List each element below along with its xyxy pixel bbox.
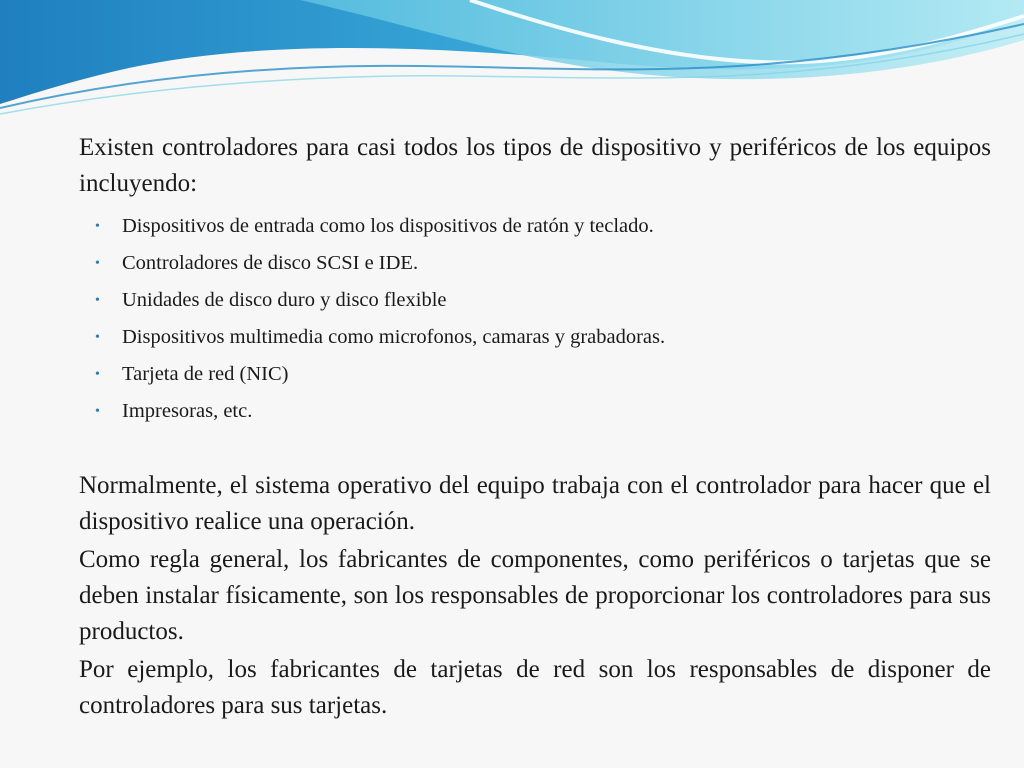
bullet-icon: •	[95, 219, 100, 234]
slide-content	[79, 130, 991, 726]
bullet-icon: •	[95, 367, 100, 382]
device-list	[93, 208, 991, 430]
bullet-icon: •	[95, 293, 100, 308]
bullet-icon: •	[95, 256, 100, 271]
list-item: • Dispositivos de entrada como los dispositivos de ratón y teclado.	[93, 208, 991, 245]
body-paragraph: Normalmente, el sistema operativo del equipo trabaja con el controlador para hacer que el dispositivo realice una operación.	[79, 472, 991, 535]
body-paragraph: Como regla general, los fabricantes de componentes, como periféricos o tarjetas que se deben instalar físicamente, son los responsables de proporcionar los controladores para sus productos.	[79, 546, 991, 645]
list-item: • Unidades de disco duro y disco flexible	[93, 282, 991, 319]
bullet-icon: •	[95, 404, 100, 419]
header-wave-decoration	[0, 0, 1024, 120]
bullet-icon: •	[95, 330, 100, 345]
list-item: • Dispositivos multimedia como microfonos, camaras y grabadoras.	[93, 319, 991, 356]
list-item: • Impresoras, etc.	[93, 393, 991, 430]
body-paragraph: Por ejemplo, los fabricantes de tarjetas de red son los responsables de disponer de controladores para sus tarjetas.	[79, 656, 991, 719]
spacer	[79, 430, 991, 468]
list-item: • Tarjeta de red (NIC)	[93, 356, 991, 393]
intro-paragraph: Existen controladores para casi todos los tipos de dispositivo y periféricos de los equipos incluyendo:	[79, 134, 991, 197]
list-item: • Controladores de disco SCSI e IDE.	[93, 245, 991, 282]
